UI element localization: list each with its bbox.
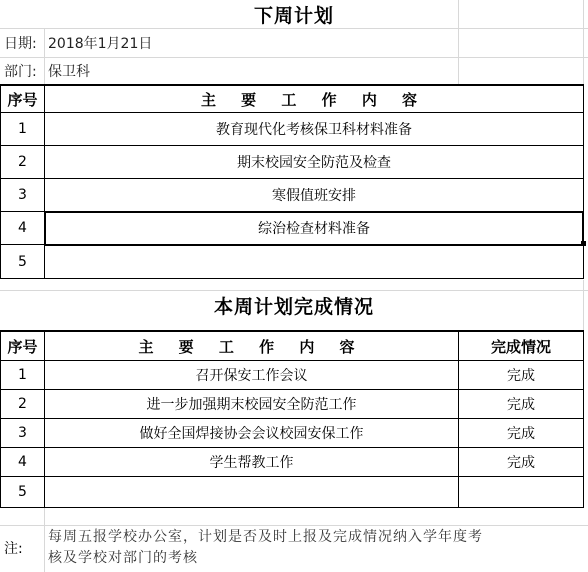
row-status[interactable]: 完成	[507, 397, 535, 413]
table-rule	[583, 330, 584, 508]
header-status: 完成情况	[490, 337, 551, 356]
row-no: 2	[18, 396, 27, 412]
header-no: 序号	[7, 90, 38, 109]
row-content-selected[interactable]: 综治检查材料准备	[258, 221, 370, 237]
row-content[interactable]: 做好全国焊接协会会议校园安保工作	[139, 426, 364, 442]
row-no: 1	[18, 121, 27, 137]
gridline	[0, 525, 588, 526]
row-content[interactable]: 寒假值班安排	[272, 188, 356, 204]
row-status[interactable]: 完成	[507, 426, 535, 442]
row-no: 4	[18, 454, 27, 470]
row-no: 4	[18, 220, 27, 236]
row-content[interactable]: 期末校园安全防范及检查	[237, 155, 391, 171]
row-content[interactable]	[45, 477, 458, 507]
section-title: 本周计划完成情况	[213, 295, 374, 318]
date-label: 日期:	[4, 36, 37, 52]
row-no: 5	[18, 253, 27, 270]
note-label: 注:	[4, 541, 23, 557]
row-no: 1	[18, 367, 27, 383]
note-line: 每周五报学校办公室，计划是否及时上报及完成情况纳入学年度考	[48, 529, 483, 545]
row-no: 5	[18, 484, 27, 500]
row-content[interactable]: 学生帮教工作	[209, 455, 294, 471]
row-content[interactable]: 召开保安工作会议	[195, 368, 308, 384]
page-title: 下周计划	[253, 4, 334, 27]
header-content: 主 要 工 作 内 容	[138, 337, 365, 356]
row-no: 2	[18, 154, 27, 170]
dept-label: 部门:	[4, 64, 37, 80]
dept-value[interactable]: 保卫科	[48, 64, 90, 80]
note-text[interactable]	[48, 527, 584, 569]
header-no: 序号	[7, 337, 38, 356]
row-no: 3	[18, 425, 27, 441]
row-content[interactable]: 进一步加强期末校园安全防范工作	[146, 397, 357, 413]
fill-handle[interactable]	[581, 241, 586, 246]
row-status[interactable]: 完成	[507, 455, 535, 471]
table-rule	[0, 507, 584, 508]
cell-selection	[44, 211, 584, 246]
row-no: 3	[18, 187, 27, 203]
date-value[interactable]: 2018年1月21日	[48, 36, 153, 52]
row-content[interactable]	[45, 245, 583, 278]
table-rule	[0, 278, 584, 279]
row-content[interactable]: 教育现代化考核保卫科材料准备	[216, 122, 412, 138]
row-status[interactable]: 完成	[507, 368, 535, 384]
header-content: 主 要 工 作 内 容	[200, 90, 428, 109]
table-rule	[583, 84, 584, 279]
note-line: 核及学校对部门的考核	[48, 550, 198, 566]
row-status[interactable]	[459, 477, 583, 507]
gridline	[0, 28, 588, 29]
